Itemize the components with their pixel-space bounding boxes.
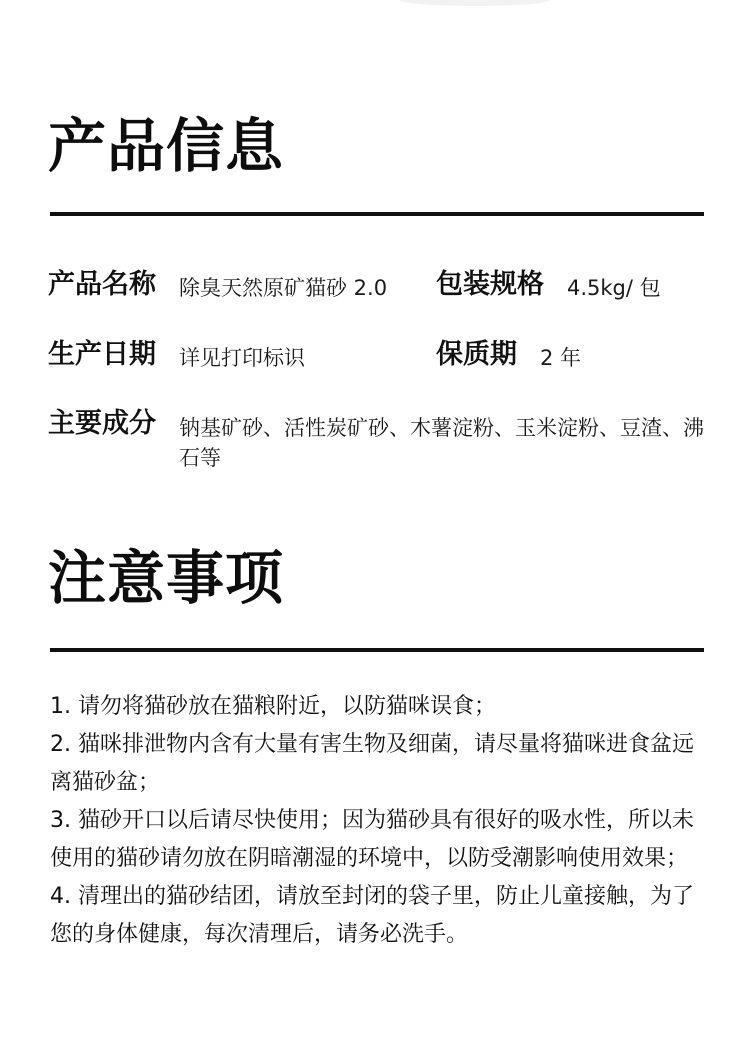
- top-decorative-shadow: [400, 0, 550, 6]
- note-item-2: 2. 猫咪排泄物内含有大量有害生物及细菌，请尽量将猫咪进食盆远离猫砂盆；: [50, 732, 694, 795]
- shelf-life-value: 2 年: [540, 346, 582, 370]
- package-spec-label: 包装规格: [436, 269, 544, 300]
- product-name-value: 除臭天然原矿猫砂 2.0: [179, 276, 388, 300]
- production-date-value: 详见打印标识: [179, 346, 305, 370]
- shelf-life-label: 保质期: [436, 339, 517, 370]
- product-name-label: 产品名称: [48, 269, 156, 300]
- package-spec-value: 4.5kg/ 包: [567, 276, 661, 300]
- product-info-title: 产品信息: [48, 112, 285, 180]
- ingredients-label: 主要成分: [48, 408, 156, 439]
- notes-title: 注意事项: [48, 544, 285, 612]
- product-info-divider: [50, 212, 704, 216]
- production-date-label: 生产日期: [48, 339, 156, 370]
- note-item-1: 1. 请勿将猫砂放在猫粮附近，以防猫咪误食；: [50, 694, 496, 719]
- notes-list: [50, 688, 710, 954]
- note-item-3: 3. 猫砂开口以后请尽快使用；因为猫砂具有很好的吸水性，所以未使用的猫砂请勿放在阴暗潮湿的环境中，以防受潮影响使用效果；: [50, 808, 694, 871]
- ingredients-value: 钠基矿砂、活性炭矿砂、木薯淀粉、玉米淀粉、豆渣、沸石等: [179, 416, 704, 470]
- note-item-4: 4. 清理出的猫砂结团，请放至封闭的袋子里，防止儿童接触，为了您的身体健康，每次清理后，请务必洗手。: [50, 884, 694, 947]
- notes-divider: [50, 648, 704, 652]
